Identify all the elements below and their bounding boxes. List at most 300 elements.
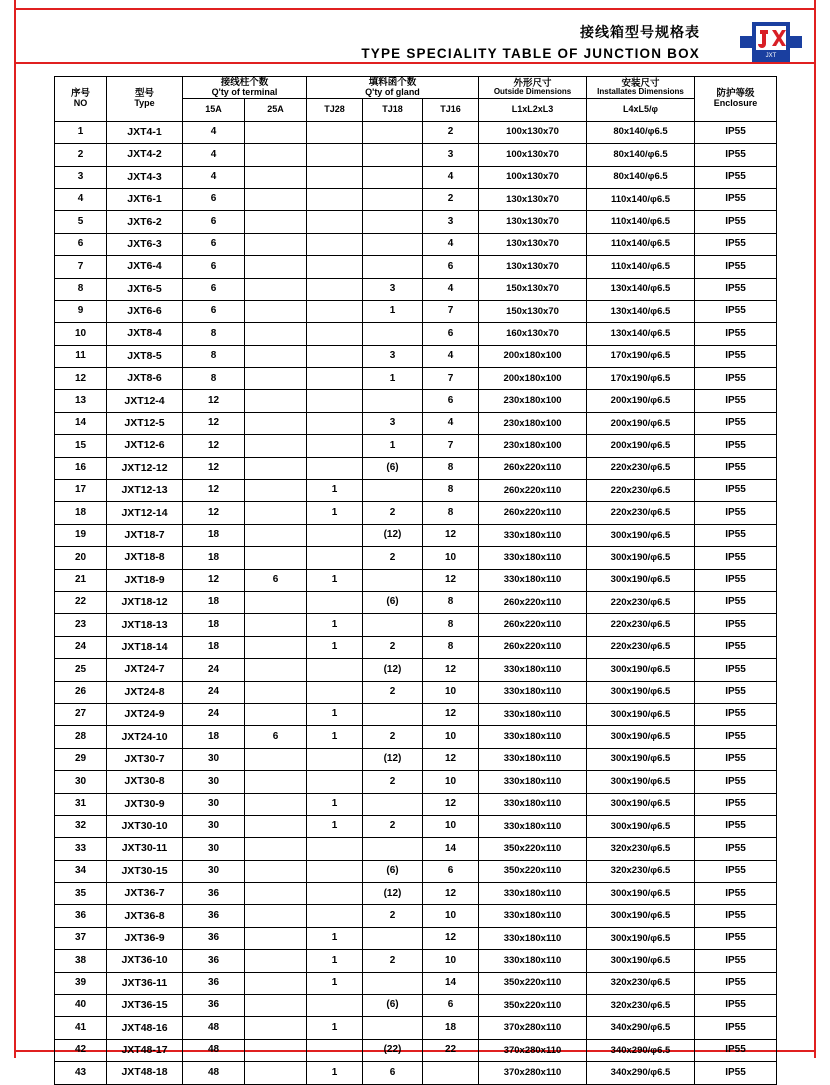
cell-type: JXT36-15 [107, 995, 183, 1017]
cell-install-dims: 340x290/φ6.5 [587, 1039, 695, 1061]
cell-15a: 30 [183, 838, 245, 860]
cell-tj28 [307, 995, 363, 1017]
cell-25a [245, 144, 307, 166]
header-outside-group [479, 77, 587, 99]
cell-type: JXT30-15 [107, 860, 183, 882]
cell-enclosure: IP55 [695, 368, 777, 390]
cell-tj16: 4 [423, 233, 479, 255]
cell-tj18: (12) [363, 748, 423, 770]
cell-25a [245, 547, 307, 569]
cell-install-dims: 130x140/φ6.5 [587, 323, 695, 345]
cell-outside-dims: 330x180x110 [479, 905, 587, 927]
table-row [55, 748, 777, 770]
cell-install-dims: 300x190/φ6.5 [587, 771, 695, 793]
cell-type: JXT36-9 [107, 927, 183, 949]
cell-no: 37 [55, 927, 107, 949]
cell-install-dims: 300x190/φ6.5 [587, 726, 695, 748]
cell-25a [245, 838, 307, 860]
cell-tj18: (6) [363, 457, 423, 479]
cell-outside-dims: 330x180x110 [479, 793, 587, 815]
cell-no: 20 [55, 547, 107, 569]
cell-enclosure: IP55 [695, 480, 777, 502]
cell-enclosure: IP55 [695, 569, 777, 591]
cell-no: 42 [55, 1039, 107, 1061]
cell-type: JXT12-12 [107, 457, 183, 479]
cell-15a: 12 [183, 569, 245, 591]
cell-outside-dims: 330x180x110 [479, 748, 587, 770]
cell-enclosure: IP55 [695, 659, 777, 681]
cell-install-dims: 300x190/φ6.5 [587, 748, 695, 770]
cell-tj18: 2 [363, 681, 423, 703]
cell-tj18 [363, 569, 423, 591]
cell-enclosure: IP55 [695, 1017, 777, 1039]
cell-no: 12 [55, 368, 107, 390]
cell-tj16: 12 [423, 703, 479, 725]
cell-tj18 [363, 121, 423, 143]
cell-install-dims: 110x140/φ6.5 [587, 256, 695, 278]
cell-tj18 [363, 188, 423, 210]
cell-no: 11 [55, 345, 107, 367]
cell-15a: 18 [183, 524, 245, 546]
cell-tj28 [307, 591, 363, 613]
cell-15a: 4 [183, 121, 245, 143]
company-logo-icon [738, 20, 804, 64]
cell-outside-dims: 200x180x100 [479, 368, 587, 390]
cell-install-dims: 220x230/φ6.5 [587, 480, 695, 502]
cell-no: 10 [55, 323, 107, 345]
cell-outside-dims: 330x180x110 [479, 547, 587, 569]
cell-install-dims: 80x140/φ6.5 [587, 144, 695, 166]
cell-no: 25 [55, 659, 107, 681]
cell-tj16: 3 [423, 144, 479, 166]
cell-25a [245, 435, 307, 457]
cell-type: JXT36-10 [107, 950, 183, 972]
cell-15a: 12 [183, 502, 245, 524]
cell-install-dims: 300x190/φ6.5 [587, 793, 695, 815]
table-row [55, 390, 777, 412]
svg-text:JXT: JXT [765, 53, 777, 59]
cell-enclosure: IP55 [695, 502, 777, 524]
cell-tj16: 22 [423, 1039, 479, 1061]
header-no-en: NO [73, 98, 88, 109]
cell-install-dims: 170x190/φ6.5 [587, 345, 695, 367]
table-row [55, 950, 777, 972]
cell-tj28 [307, 860, 363, 882]
cell-tj16: 7 [423, 368, 479, 390]
cell-install-dims: 300x190/φ6.5 [587, 547, 695, 569]
cell-tj16: 10 [423, 771, 479, 793]
cell-tj16: 7 [423, 300, 479, 322]
cell-enclosure: IP55 [695, 950, 777, 972]
cell-tj28 [307, 345, 363, 367]
cell-outside-dims: 330x180x110 [479, 569, 587, 591]
cell-15a: 36 [183, 905, 245, 927]
cell-no: 15 [55, 435, 107, 457]
header-15a: 15A [183, 99, 245, 121]
cell-tj16: 6 [423, 390, 479, 412]
frame-border-header-rule [14, 62, 816, 64]
cell-15a: 48 [183, 1062, 245, 1084]
cell-no: 43 [55, 1062, 107, 1084]
cell-no: 19 [55, 524, 107, 546]
cell-tj28: 1 [307, 502, 363, 524]
cell-tj16: 6 [423, 860, 479, 882]
cell-tj28: 1 [307, 927, 363, 949]
cell-tj18: 3 [363, 412, 423, 434]
cell-25a [245, 323, 307, 345]
cell-install-dims: 110x140/φ6.5 [587, 188, 695, 210]
cell-enclosure: IP55 [695, 905, 777, 927]
cell-15a: 24 [183, 659, 245, 681]
cell-no: 34 [55, 860, 107, 882]
cell-15a: 48 [183, 1017, 245, 1039]
cell-outside-dims: 200x180x100 [479, 345, 587, 367]
cell-tj18 [363, 211, 423, 233]
cell-tj18: 2 [363, 771, 423, 793]
cell-tj28: 1 [307, 972, 363, 994]
cell-install-dims: 80x140/φ6.5 [587, 166, 695, 188]
header-enclosure-en: Enclosure [713, 98, 758, 109]
cell-tj16: 10 [423, 815, 479, 837]
header-enclosure-zh: 防护等级 [716, 88, 755, 100]
cell-tj28: 1 [307, 793, 363, 815]
cell-tj28 [307, 188, 363, 210]
cell-tj28 [307, 905, 363, 927]
cell-enclosure: IP55 [695, 211, 777, 233]
cell-tj28: 1 [307, 726, 363, 748]
cell-install-dims: 320x230/φ6.5 [587, 838, 695, 860]
cell-outside-dims: 330x180x110 [479, 681, 587, 703]
cell-tj28 [307, 144, 363, 166]
cell-25a [245, 591, 307, 613]
cell-25a [245, 345, 307, 367]
cell-tj28 [307, 457, 363, 479]
cell-25a [245, 927, 307, 949]
table-row [55, 883, 777, 905]
cell-25a [245, 1062, 307, 1084]
frame-border-right [814, 0, 816, 1058]
table-row [55, 524, 777, 546]
cell-tj28 [307, 681, 363, 703]
cell-tj18: 3 [363, 345, 423, 367]
cell-tj16: 4 [423, 345, 479, 367]
cell-type: JXT18-13 [107, 614, 183, 636]
cell-outside-dims: 260x220x110 [479, 636, 587, 658]
cell-15a: 6 [183, 211, 245, 233]
cell-tj18: 2 [363, 815, 423, 837]
header-gland-en: Q'ty of gland [365, 86, 420, 97]
cell-outside-dims: 150x130x70 [479, 278, 587, 300]
cell-15a: 12 [183, 457, 245, 479]
cell-enclosure: IP55 [695, 883, 777, 905]
header-type [107, 77, 183, 122]
cell-type: JXT30-10 [107, 815, 183, 837]
cell-install-dims: 80x140/φ6.5 [587, 121, 695, 143]
cell-15a: 18 [183, 547, 245, 569]
cell-25a [245, 368, 307, 390]
cell-no: 31 [55, 793, 107, 815]
cell-tj28 [307, 771, 363, 793]
header-no [55, 77, 107, 122]
cell-25a [245, 636, 307, 658]
cell-tj18: 1 [363, 435, 423, 457]
cell-25a [245, 703, 307, 725]
cell-25a [245, 1017, 307, 1039]
header-install-group [587, 77, 695, 99]
cell-outside-dims: 130x130x70 [479, 256, 587, 278]
cell-enclosure: IP55 [695, 278, 777, 300]
cell-25a [245, 412, 307, 434]
cell-tj18 [363, 323, 423, 345]
cell-tj28 [307, 412, 363, 434]
cell-enclosure: IP55 [695, 614, 777, 636]
table-row [55, 1039, 777, 1061]
cell-tj16: 12 [423, 659, 479, 681]
cell-outside-dims: 330x180x110 [479, 815, 587, 837]
cell-tj18: 2 [363, 905, 423, 927]
cell-type: JXT8-4 [107, 323, 183, 345]
cell-25a [245, 614, 307, 636]
cell-install-dims: 300x190/φ6.5 [587, 681, 695, 703]
cell-outside-dims: 370x280x110 [479, 1039, 587, 1061]
cell-type: JXT18-7 [107, 524, 183, 546]
header-terminal-zh: 接线柱个数 [220, 76, 269, 88]
cell-tj18 [363, 927, 423, 949]
cell-no: 14 [55, 412, 107, 434]
cell-tj28 [307, 166, 363, 188]
cell-tj28 [307, 435, 363, 457]
cell-outside-dims: 150x130x70 [479, 300, 587, 322]
cell-outside-dims: 100x130x70 [479, 166, 587, 188]
table-row [55, 815, 777, 837]
cell-enclosure: IP55 [695, 703, 777, 725]
cell-type: JXT6-5 [107, 278, 183, 300]
cell-15a: 8 [183, 345, 245, 367]
table-row [55, 457, 777, 479]
cell-no: 3 [55, 166, 107, 188]
table-row [55, 793, 777, 815]
cell-tj28: 1 [307, 815, 363, 837]
cell-tj18: 2 [363, 502, 423, 524]
cell-type: JXT6-1 [107, 188, 183, 210]
cell-install-dims: 200x190/φ6.5 [587, 412, 695, 434]
cell-25a [245, 950, 307, 972]
cell-25a [245, 883, 307, 905]
cell-15a: 36 [183, 950, 245, 972]
cell-25a [245, 793, 307, 815]
table-row [55, 838, 777, 860]
cell-outside-dims: 330x180x110 [479, 726, 587, 748]
table-row [55, 256, 777, 278]
cell-tj28 [307, 233, 363, 255]
cell-tj16: 10 [423, 905, 479, 927]
cell-tj28 [307, 323, 363, 345]
cell-25a [245, 995, 307, 1017]
cell-tj28 [307, 1039, 363, 1061]
cell-type: JXT30-11 [107, 838, 183, 860]
table-row [55, 323, 777, 345]
cell-enclosure: IP55 [695, 547, 777, 569]
cell-type: JXT18-9 [107, 569, 183, 591]
table-row [55, 211, 777, 233]
cell-outside-dims: 130x130x70 [479, 188, 587, 210]
cell-tj18 [363, 144, 423, 166]
cell-install-dims: 220x230/φ6.5 [587, 591, 695, 613]
cell-tj16: 8 [423, 591, 479, 613]
document-header [0, 10, 830, 62]
cell-type: JXT6-4 [107, 256, 183, 278]
cell-tj18: 6 [363, 1062, 423, 1084]
cell-outside-dims: 330x180x110 [479, 659, 587, 681]
header-no-zh: 序号 [70, 88, 90, 100]
header-tj28: TJ28 [307, 99, 363, 121]
cell-25a [245, 860, 307, 882]
cell-outside-dims: 230x180x100 [479, 435, 587, 457]
cell-type: JXT24-10 [107, 726, 183, 748]
cell-tj18: 3 [363, 278, 423, 300]
cell-tj16: 12 [423, 524, 479, 546]
cell-tj18: (22) [363, 1039, 423, 1061]
cell-15a: 24 [183, 681, 245, 703]
table-row [55, 569, 777, 591]
cell-25a [245, 659, 307, 681]
cell-15a: 36 [183, 995, 245, 1017]
frame-border-left [14, 0, 16, 1058]
cell-no: 40 [55, 995, 107, 1017]
cell-enclosure: IP55 [695, 121, 777, 143]
cell-no: 7 [55, 256, 107, 278]
cell-tj16: 14 [423, 972, 479, 994]
cell-25a [245, 188, 307, 210]
cell-tj28 [307, 390, 363, 412]
cell-no: 18 [55, 502, 107, 524]
cell-install-dims: 220x230/φ6.5 [587, 636, 695, 658]
cell-15a: 30 [183, 748, 245, 770]
cell-tj16: 10 [423, 547, 479, 569]
table-row [55, 905, 777, 927]
cell-15a: 36 [183, 972, 245, 994]
cell-enclosure: IP55 [695, 233, 777, 255]
table-row [55, 659, 777, 681]
cell-tj16: 14 [423, 838, 479, 860]
header-tj16: TJ16 [423, 99, 479, 121]
cell-25a [245, 457, 307, 479]
cell-install-dims: 300x190/φ6.5 [587, 927, 695, 949]
cell-install-dims: 220x230/φ6.5 [587, 614, 695, 636]
cell-tj28 [307, 547, 363, 569]
cell-tj28: 1 [307, 614, 363, 636]
cell-outside-dims: 260x220x110 [479, 480, 587, 502]
cell-no: 24 [55, 636, 107, 658]
cell-no: 33 [55, 838, 107, 860]
cell-tj16: 2 [423, 188, 479, 210]
cell-outside-dims: 230x180x100 [479, 412, 587, 434]
cell-outside-dims: 260x220x110 [479, 457, 587, 479]
table-row [55, 144, 777, 166]
cell-no: 6 [55, 233, 107, 255]
cell-enclosure: IP55 [695, 412, 777, 434]
cell-install-dims: 320x230/φ6.5 [587, 972, 695, 994]
cell-no: 32 [55, 815, 107, 837]
cell-tj28 [307, 838, 363, 860]
cell-outside-dims: 350x220x110 [479, 995, 587, 1017]
cell-type: JXT4-2 [107, 144, 183, 166]
cell-no: 2 [55, 144, 107, 166]
cell-enclosure: IP55 [695, 256, 777, 278]
cell-tj18 [363, 838, 423, 860]
table-row [55, 614, 777, 636]
cell-tj28 [307, 524, 363, 546]
cell-install-dims: 300x190/φ6.5 [587, 950, 695, 972]
cell-enclosure: IP55 [695, 300, 777, 322]
cell-tj28: 1 [307, 703, 363, 725]
cell-install-dims: 300x190/φ6.5 [587, 569, 695, 591]
cell-type: JXT4-3 [107, 166, 183, 188]
header-outside-zh: 外形尺寸 [513, 77, 552, 89]
table-row [55, 995, 777, 1017]
cell-outside-dims: 370x280x110 [479, 1062, 587, 1084]
header-install-dims: L4xL5/φ [587, 99, 695, 121]
cell-type: JXT36-11 [107, 972, 183, 994]
cell-no: 16 [55, 457, 107, 479]
cell-tj18: 1 [363, 368, 423, 390]
cell-install-dims: 220x230/φ6.5 [587, 502, 695, 524]
cell-tj18: (6) [363, 591, 423, 613]
table-row [55, 412, 777, 434]
cell-enclosure: IP55 [695, 636, 777, 658]
table-row [55, 927, 777, 949]
cell-type: JXT30-9 [107, 793, 183, 815]
cell-25a [245, 480, 307, 502]
cell-outside-dims: 260x220x110 [479, 591, 587, 613]
table-row [55, 345, 777, 367]
cell-install-dims: 130x140/φ6.5 [587, 278, 695, 300]
cell-type: JXT18-12 [107, 591, 183, 613]
cell-no: 17 [55, 480, 107, 502]
cell-tj28 [307, 368, 363, 390]
table-row [55, 972, 777, 994]
cell-tj16: 12 [423, 883, 479, 905]
cell-15a: 8 [183, 323, 245, 345]
header-terminal-group [183, 77, 307, 99]
cell-no: 22 [55, 591, 107, 613]
cell-enclosure: IP55 [695, 144, 777, 166]
cell-tj28 [307, 121, 363, 143]
cell-outside-dims: 130x130x70 [479, 211, 587, 233]
cell-outside-dims: 100x130x70 [479, 121, 587, 143]
cell-25a [245, 300, 307, 322]
header-outside-dims: L1xL2xL3 [479, 99, 587, 121]
cell-enclosure: IP55 [695, 815, 777, 837]
cell-install-dims: 340x290/φ6.5 [587, 1062, 695, 1084]
cell-enclosure: IP55 [695, 972, 777, 994]
cell-25a [245, 1039, 307, 1061]
cell-25a [245, 771, 307, 793]
specification-table-wrapper [54, 76, 776, 1085]
cell-15a: 18 [183, 636, 245, 658]
cell-type: JXT6-3 [107, 233, 183, 255]
cell-type: JXT36-7 [107, 883, 183, 905]
cell-tj18: (6) [363, 860, 423, 882]
cell-tj18: 2 [363, 547, 423, 569]
cell-install-dims: 320x230/φ6.5 [587, 860, 695, 882]
cell-tj18: (12) [363, 524, 423, 546]
header-type-en: Type [134, 98, 155, 109]
cell-tj28 [307, 748, 363, 770]
cell-no: 23 [55, 614, 107, 636]
cell-15a: 18 [183, 726, 245, 748]
cell-tj16: 8 [423, 502, 479, 524]
